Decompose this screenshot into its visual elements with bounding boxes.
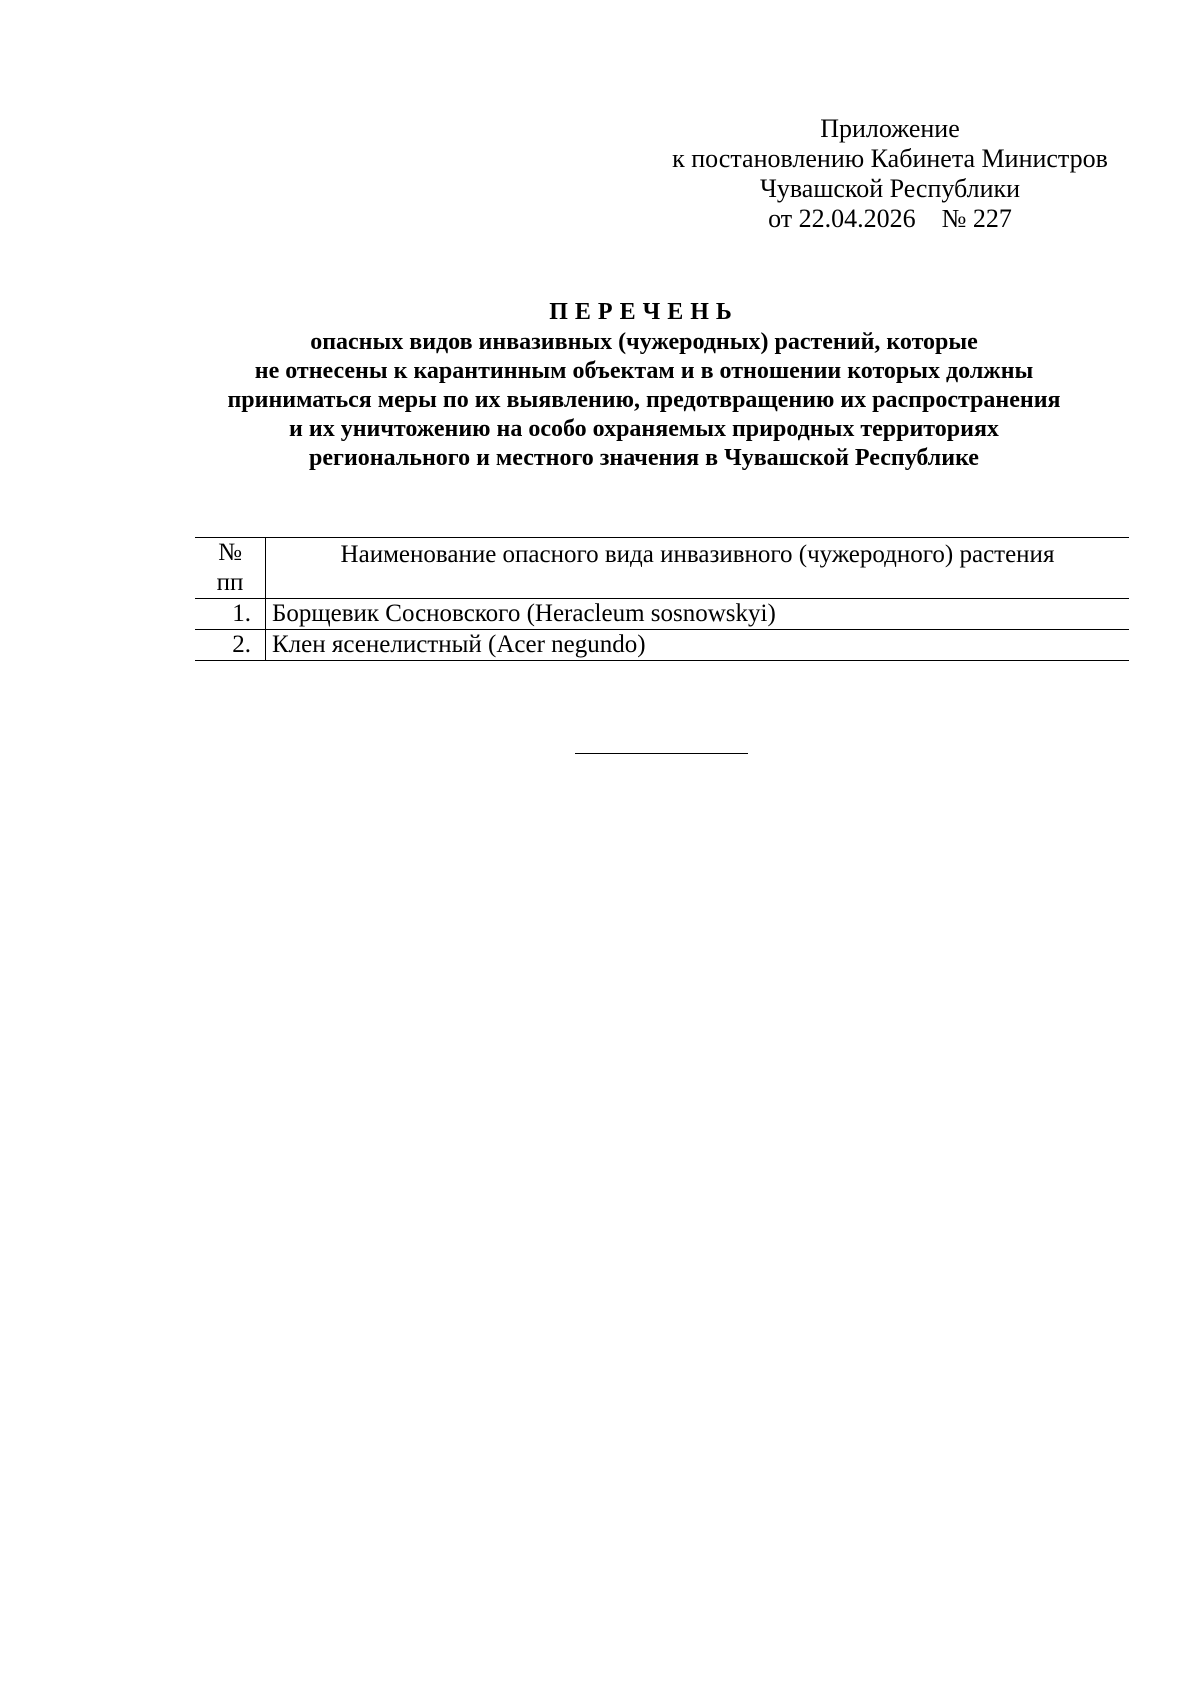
row-number: 1.: [195, 599, 266, 630]
table-header-row: [195, 538, 1129, 599]
table-row: [195, 630, 1129, 661]
title-subtitle: [160, 328, 1128, 473]
appendix-block: [655, 114, 1125, 234]
appendix-line-3: Чувашской Республики: [759, 174, 1021, 203]
row-species-name: Клен ясенелистный (Acer negundo): [266, 630, 1130, 661]
document-title: [160, 297, 1128, 473]
title-line-2: не отнесены к карантинным объектам и в отношении которых должны: [254, 358, 1034, 384]
title-line-3: приниматься меры по их выявлению, предотвращению их распространения: [227, 387, 1061, 413]
title-main: ПЕРЕЧЕНЬ: [549, 299, 739, 325]
title-line-1: опасных видов инвазивных (чужеродных) растений, которые: [310, 329, 978, 355]
title-line-5: регионального и местного значения в Чувашской Республике: [309, 445, 979, 471]
appendix-line-2: к постановлению Кабинета Министров: [672, 144, 1108, 173]
header-number-cell: [195, 538, 266, 599]
title-line-4: и их уничтожению на особо охраняемых природных территориях: [289, 416, 999, 442]
row-number: 2.: [195, 630, 266, 661]
table-row: [195, 599, 1129, 630]
species-table: [195, 537, 1129, 661]
header-number-label: №: [218, 539, 242, 566]
row-species-name: Борщевик Сосновского (Heracleum sosnowskyi): [266, 599, 1130, 630]
header-name-cell: Наименование опасного вида инвазивного (чужеродного) растения: [266, 538, 1130, 599]
header-number-sublabel: пп: [216, 569, 244, 596]
appendix-line-4: от 22.04.2026 № 227: [768, 204, 1012, 233]
end-divider: [575, 753, 748, 754]
appendix-line-1: Приложение: [820, 114, 960, 143]
